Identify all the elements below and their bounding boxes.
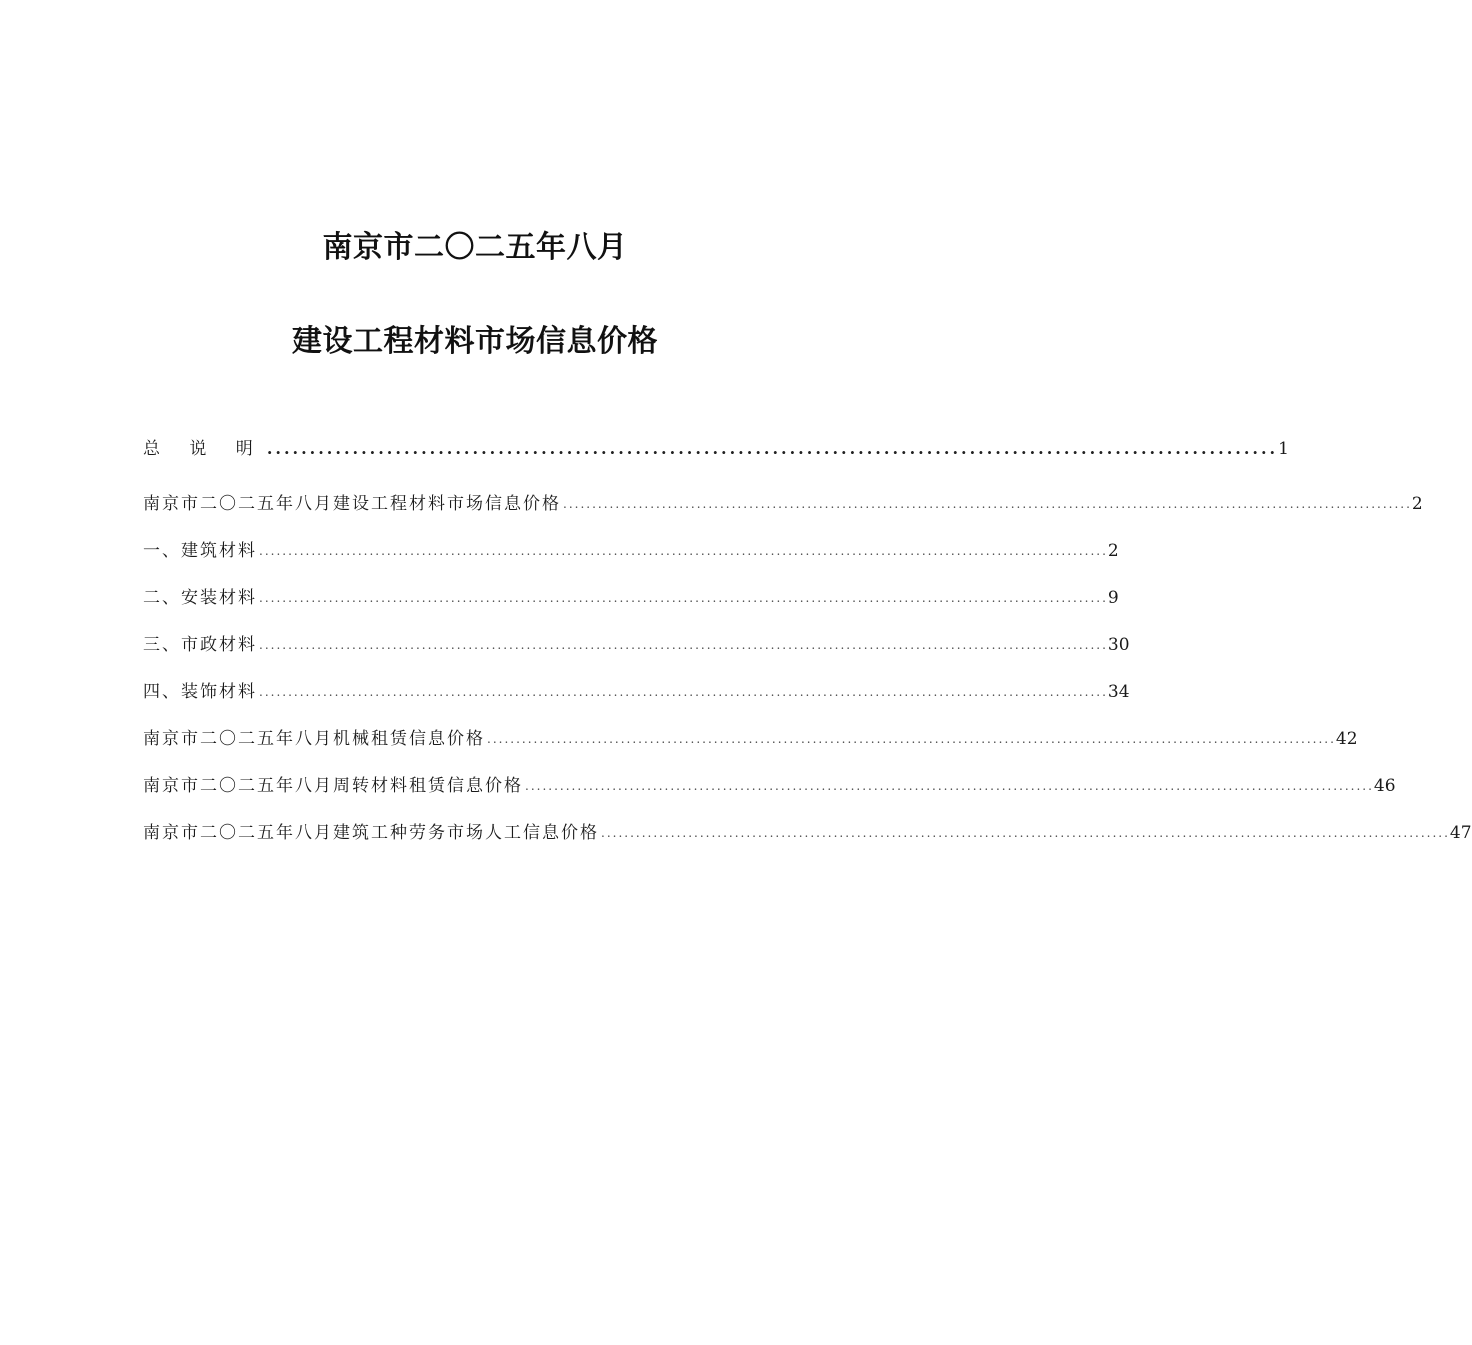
- toc-entry-building-materials[interactable]: [143, 536, 1119, 562]
- toc-entry-label: 一、建筑材料: [143, 541, 257, 561]
- toc-dot-leader: ..................................................................................................................................................: [563, 497, 1412, 511]
- toc-entry-general-notes[interactable]: [143, 434, 1289, 460]
- toc-dot-leader: ..................................................................................................................................................: [259, 685, 1108, 699]
- toc-dot-leader: ..................................................................................................................................................: [525, 779, 1374, 793]
- toc-dot-leader: ..................................................................................................................................................: [259, 638, 1108, 652]
- toc-entry-page: 46: [1373, 776, 1396, 796]
- toc-entry-page: 9: [1107, 588, 1119, 608]
- toc-entry-decoration-materials[interactable]: [143, 677, 1130, 703]
- toc-dot-leader: ..................................................................................................................................................: [487, 732, 1336, 746]
- toc-dot-leader: ..................................................................................................................................................: [259, 591, 1108, 605]
- toc-entry-page: 2: [1411, 494, 1423, 514]
- document-title-line-1: 南京市二〇二五年八月: [322, 230, 628, 265]
- toc-entry-materials-prices[interactable]: [143, 489, 1423, 515]
- toc-entry-label: 南京市二〇二五年八月建筑工种劳务市场人工信息价格: [143, 823, 599, 843]
- toc-dot-leader: ..................................................................................................................................................: [259, 544, 1108, 558]
- toc-dot-leader: ......................................................................................................................: [266, 439, 1279, 458]
- toc-entry-label: 二、安装材料: [143, 588, 257, 608]
- toc-entry-label: 三、市政材料: [143, 635, 257, 655]
- document-title-line-2: 建设工程材料市场信息价格: [292, 324, 658, 359]
- toc-entry-page: 1: [1278, 439, 1289, 459]
- toc-entry-page: 42: [1335, 729, 1358, 749]
- toc-entry-labor-prices[interactable]: [143, 818, 1472, 844]
- toc-entry-turnover-materials-rental[interactable]: [143, 771, 1396, 797]
- toc-entry-machinery-rental[interactable]: [143, 724, 1358, 750]
- toc-entry-label: 南京市二〇二五年八月机械租赁信息价格: [143, 729, 485, 749]
- toc-entry-label: 总 说 明: [143, 439, 265, 459]
- toc-dot-leader: ..................................................................................................................................................: [601, 826, 1450, 840]
- toc-entry-municipal-materials[interactable]: [143, 630, 1130, 656]
- toc-entry-installation-materials[interactable]: [143, 583, 1119, 609]
- toc-entry-page: 2: [1107, 541, 1119, 561]
- toc-entry-label: 四、装饰材料: [143, 682, 257, 702]
- toc-entry-label: 南京市二〇二五年八月周转材料租赁信息价格: [143, 776, 523, 796]
- toc-entry-page: 30: [1107, 635, 1130, 655]
- toc-entry-page: 34: [1107, 682, 1130, 702]
- toc-entry-label: 南京市二〇二五年八月建设工程材料市场信息价格: [143, 494, 561, 514]
- toc-entry-page: 47: [1449, 823, 1472, 843]
